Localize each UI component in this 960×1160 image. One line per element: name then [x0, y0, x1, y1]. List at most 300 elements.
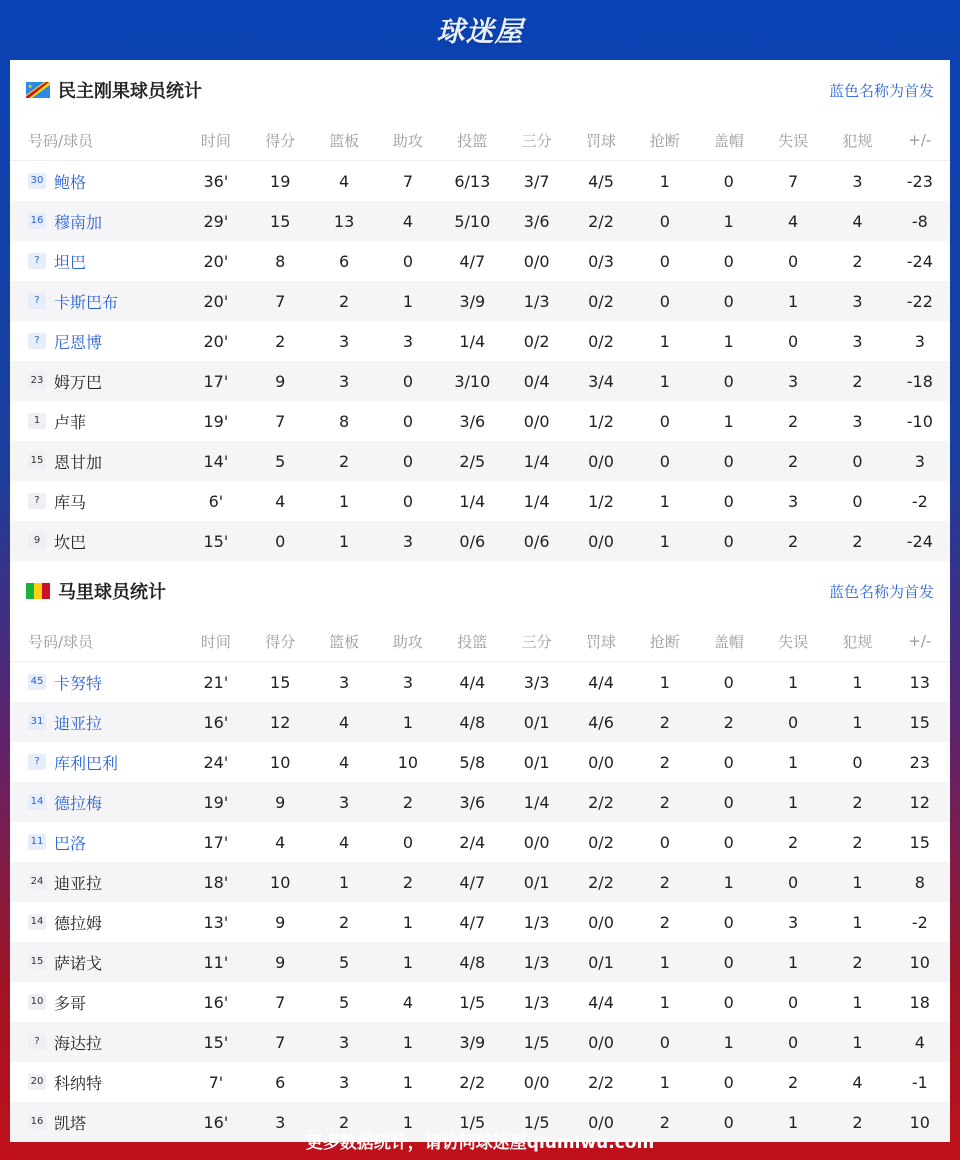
stat-cell: 16' — [184, 1102, 248, 1142]
stat-cell: 0 — [376, 361, 440, 401]
stat-cell: 3 — [914, 331, 925, 351]
stat-cell: 4/4 — [588, 672, 614, 692]
stat-cell: 4 — [338, 752, 350, 772]
footer-banner: 更多数据统计，请访问球迷屋qiumiwu.com — [305, 1132, 655, 1153]
stat-cell: 0/0 — [588, 912, 614, 932]
stat-cell: 0/6 — [440, 521, 504, 561]
player-cell — [10, 742, 184, 782]
table-row — [10, 942, 950, 982]
table-row — [10, 1062, 950, 1102]
stats-panel — [10, 60, 950, 1133]
player-cell — [10, 161, 184, 202]
stat-cell: 1 — [787, 752, 799, 772]
drc-flag-icon — [26, 82, 50, 98]
stat-cell: 10 — [270, 752, 291, 772]
stat-cell: 8 — [338, 411, 350, 431]
stat-cell: 2/2 — [588, 1072, 614, 1092]
player-name: 姆万巴 — [54, 372, 103, 392]
stat-cell: 1 — [659, 491, 670, 511]
stat-cell: 2/2 — [569, 201, 633, 241]
stat-cell: 0/2 — [588, 832, 614, 852]
stat-cell: 0 — [787, 331, 799, 351]
column-header: 失误 — [761, 120, 825, 161]
player-name: 海达拉 — [54, 1033, 103, 1053]
jersey-number-badge: 16 — [28, 1114, 46, 1130]
stat-cell: 13 — [909, 672, 930, 692]
stat-cell: 2/5 — [440, 441, 504, 481]
team-header — [10, 60, 950, 120]
player-name: 恩甘加 — [54, 452, 103, 472]
stat-cell: 0 — [402, 251, 414, 271]
stat-cell: 0 — [723, 672, 734, 692]
stat-cell: 1/4 — [504, 782, 568, 822]
player-name: 德拉梅 — [54, 793, 103, 813]
jersey-number-badge: 45 — [28, 674, 46, 690]
player-name: 坎巴 — [54, 532, 87, 552]
stat-cell: 1/2 — [588, 491, 614, 511]
stat-cell: 1 — [825, 1022, 889, 1062]
stat-cell: 3 — [852, 171, 863, 191]
stat-cell: 0 — [852, 752, 863, 772]
stat-cell: 2 — [376, 782, 440, 822]
player-name: 卡努特 — [54, 673, 103, 693]
stat-cell: 2 — [825, 361, 889, 401]
stat-cell: 3/3 — [523, 672, 550, 692]
brand-logo: 球迷屋 — [436, 15, 524, 48]
player-cell — [10, 862, 184, 902]
mali-flag-icon — [26, 583, 50, 599]
stat-cell: 1/3 — [504, 281, 568, 321]
player-cell — [10, 1022, 184, 1062]
stat-cell: 19' — [184, 782, 248, 822]
stat-cell: 0/0 — [569, 441, 633, 481]
jersey-number-badge: 10 — [28, 994, 46, 1010]
stat-cell: 7 — [275, 411, 286, 431]
stat-cell: 4/7 — [440, 862, 504, 902]
stat-cell: 16' — [203, 992, 229, 1012]
stat-cell: 1/5 — [504, 1022, 568, 1062]
stat-cell: 2 — [787, 832, 799, 852]
stat-cell: -18 — [890, 361, 950, 401]
player-name: 穆南加 — [54, 212, 103, 232]
stat-cell: 6 — [338, 251, 350, 271]
stat-cell: 1 — [825, 702, 889, 742]
stat-cell: 12 — [248, 702, 312, 742]
stat-cell: 10 — [890, 942, 950, 982]
jersey-number-badge: 15 — [28, 453, 46, 469]
stat-cell: 7 — [248, 1022, 312, 1062]
jersey-number-badge: 20 — [28, 1074, 46, 1090]
stat-cell: 1 — [376, 702, 440, 742]
jersey-number-badge: ? — [28, 293, 46, 309]
player-name: 科纳特 — [54, 1073, 103, 1093]
column-header: 得分 — [248, 621, 312, 662]
stat-cell: 0 — [723, 832, 734, 852]
stat-cell: 2 — [825, 1102, 889, 1142]
stat-cell: 2 — [312, 281, 375, 321]
stat-cell: 4 — [275, 491, 286, 511]
table-row — [10, 401, 950, 441]
stat-cell: 20' — [184, 281, 248, 321]
stat-cell: 1/5 — [504, 1102, 568, 1142]
stat-cell: 3/10 — [440, 361, 504, 401]
player-name: 尼恩博 — [54, 332, 103, 352]
column-header: 罚球 — [569, 120, 633, 161]
stat-cell: 1/3 — [523, 912, 550, 932]
stat-cell: 0 — [697, 441, 761, 481]
stat-cell: 4/8 — [440, 942, 504, 982]
stat-cell: 15 — [270, 672, 291, 692]
stat-cell: -24 — [890, 521, 950, 561]
column-header: +/- — [890, 120, 950, 161]
stat-cell: 16' — [184, 702, 248, 742]
stat-cell: 3 — [852, 411, 863, 431]
player-cell — [10, 1062, 184, 1102]
player-cell — [10, 902, 184, 942]
stat-cell: 4/8 — [440, 702, 504, 742]
stat-cell: 2/2 — [569, 862, 633, 902]
column-header: 抢断 — [633, 621, 696, 662]
player-cell — [10, 321, 184, 361]
stat-cell: 15' — [184, 1022, 248, 1062]
player-cell — [10, 521, 184, 561]
stat-cell: 2 — [275, 331, 286, 351]
stat-cell: 1 — [633, 361, 696, 401]
stat-cell: 2 — [338, 912, 350, 932]
stat-cell: -23 — [906, 171, 933, 191]
stat-cell: 15 — [248, 201, 312, 241]
stat-cell: 2 — [825, 782, 889, 822]
stat-cell: 0 — [659, 832, 670, 852]
stat-cell: 0 — [402, 411, 414, 431]
column-header: 盖帽 — [697, 120, 761, 161]
stat-cell: 0 — [659, 411, 670, 431]
stat-cell: 0 — [633, 1022, 696, 1062]
stat-cell: -8 — [890, 201, 950, 241]
stat-cell: 0/0 — [523, 1072, 550, 1092]
stat-cell: 1 — [659, 331, 670, 351]
player-name: 迪亚拉 — [54, 713, 103, 733]
jersey-number-badge: ? — [28, 754, 46, 770]
stat-cell: 0 — [659, 251, 670, 271]
stat-cell: 0/2 — [523, 331, 550, 351]
player-cell — [10, 201, 184, 241]
stat-cell: 2 — [761, 441, 825, 481]
stat-cell: 0 — [723, 912, 734, 932]
player-name: 巴洛 — [54, 833, 87, 853]
stat-cell: 2/4 — [459, 832, 486, 852]
stat-cell: 3 — [761, 361, 825, 401]
column-header: 盖帽 — [697, 621, 761, 662]
stat-cell: 1/3 — [523, 992, 550, 1012]
stat-cell: 1 — [852, 992, 863, 1012]
stat-cell: 1 — [376, 942, 440, 982]
stat-cell: 4/4 — [459, 672, 486, 692]
stat-cell: 0 — [761, 1022, 825, 1062]
column-header: 三分 — [504, 621, 568, 662]
stat-cell: 3/9 — [440, 1022, 504, 1062]
stat-cell: 5 — [338, 992, 350, 1012]
stat-cell: 4 — [338, 171, 350, 191]
stat-cell: 15 — [909, 832, 930, 852]
table-row — [10, 902, 950, 942]
stat-cell: 1 — [376, 1022, 440, 1062]
stat-cell: 15 — [890, 702, 950, 742]
stat-cell: 1 — [825, 862, 889, 902]
stat-cell: 2 — [633, 702, 696, 742]
stat-cell: 21' — [203, 672, 229, 692]
starter-legend-note: 蓝色名称为首发 — [828, 81, 934, 100]
stat-cell: -22 — [890, 281, 950, 321]
stat-cell: 3/9 — [440, 281, 504, 321]
stat-cell: 0/3 — [588, 251, 614, 271]
stat-cell: 1 — [697, 862, 761, 902]
stat-cell: 1 — [659, 992, 670, 1012]
stat-cell: 0/0 — [523, 411, 550, 431]
stat-cell: 3 — [338, 331, 350, 351]
stat-cell: 2/2 — [569, 782, 633, 822]
stat-cell: 13' — [203, 912, 229, 932]
stat-cell: 1 — [376, 1102, 440, 1142]
jersey-number-badge: 14 — [28, 914, 46, 930]
stat-cell: 9 — [248, 942, 312, 982]
team-section — [10, 561, 950, 1142]
stat-cell: 3 — [402, 672, 414, 692]
team-sections — [10, 60, 950, 1142]
team-name: 马里球员统计 — [58, 582, 166, 603]
column-header: 犯规 — [825, 120, 889, 161]
player-cell — [10, 481, 184, 521]
player-name: 库利巴利 — [54, 753, 119, 773]
player-name: 凯塔 — [54, 1113, 87, 1133]
team-title — [26, 77, 202, 103]
stat-cell: 3 — [338, 1072, 350, 1092]
stat-cell: 2 — [787, 411, 799, 431]
team-name: 民主刚果球员统计 — [58, 81, 202, 102]
stat-cell: 0 — [376, 441, 440, 481]
stat-cell: 1 — [852, 912, 863, 932]
player-cell — [10, 782, 184, 822]
stat-cell: 0/1 — [569, 942, 633, 982]
stat-cell: 1 — [761, 1102, 825, 1142]
table-row — [10, 782, 950, 822]
jersey-number-badge: ? — [28, 253, 46, 269]
stat-cell: 20' — [203, 251, 229, 271]
stat-cell: 2 — [312, 1102, 375, 1142]
stat-cell: 4/5 — [588, 171, 614, 191]
stat-cell: 17' — [184, 361, 248, 401]
player-cell — [10, 982, 184, 1022]
stat-cell: 6 — [275, 1072, 286, 1092]
stat-cell: 2 — [633, 1102, 696, 1142]
stat-cell: 3 — [312, 1022, 375, 1062]
stat-cell: 5 — [312, 942, 375, 982]
stat-cell: 2 — [376, 862, 440, 902]
stat-cell: 1/4 — [459, 331, 486, 351]
stat-cell: 0/1 — [523, 752, 550, 772]
stat-cell: 10 — [248, 862, 312, 902]
stat-cell: 1/5 — [459, 992, 486, 1012]
stat-cell: 7' — [208, 1072, 224, 1092]
stat-cell: 4 — [376, 201, 440, 241]
stat-cell: 15' — [184, 521, 248, 561]
player-cell — [10, 401, 184, 441]
stat-cell: 10 — [397, 752, 419, 772]
stat-cell: 3 — [787, 491, 799, 511]
player-name: 坦巴 — [54, 252, 87, 272]
player-cell — [10, 441, 184, 481]
stat-cell: 7 — [248, 281, 312, 321]
stat-cell: 4/6 — [569, 702, 633, 742]
stat-cell: 0/0 — [569, 1102, 633, 1142]
stat-cell: 1 — [697, 201, 761, 241]
stat-cell: 1 — [723, 331, 734, 351]
column-header: 篮板 — [312, 621, 375, 662]
table-row — [10, 481, 950, 521]
stat-cell: 1 — [633, 521, 696, 561]
column-header: 犯规 — [825, 621, 889, 662]
stat-cell: 3 — [312, 361, 375, 401]
player-name: 德拉姆 — [54, 913, 103, 933]
player-cell — [10, 942, 184, 982]
stat-cell: 7 — [787, 171, 799, 191]
stat-cell: 0/0 — [569, 1022, 633, 1062]
table-row — [10, 241, 950, 281]
stat-cell: 0/4 — [504, 361, 568, 401]
stat-cell: 2 — [697, 702, 761, 742]
stat-cell: 18' — [184, 862, 248, 902]
stat-cell: 1 — [659, 672, 670, 692]
stat-cell: 17' — [203, 832, 229, 852]
stat-cell: 0 — [697, 361, 761, 401]
stat-cell: 3/6 — [459, 411, 486, 431]
table-row — [10, 822, 950, 862]
jersey-number-badge: 30 — [28, 173, 46, 189]
jersey-number-badge: 31 — [28, 714, 46, 730]
stat-cell: 1 — [787, 672, 799, 692]
stat-cell: 3 — [338, 672, 350, 692]
team-title — [26, 578, 166, 604]
table-row — [10, 441, 950, 481]
player-cell — [10, 361, 184, 401]
stat-cell: 4 — [852, 1072, 863, 1092]
stat-cell: 9 — [248, 361, 312, 401]
stat-cell: 3 — [376, 521, 440, 561]
stat-cell: 0 — [852, 491, 863, 511]
stat-cell: 0 — [697, 782, 761, 822]
stat-cell: 0/2 — [569, 281, 633, 321]
player-cell — [10, 281, 184, 321]
stat-cell: 2/2 — [459, 1072, 486, 1092]
stat-cell: 4 — [275, 832, 286, 852]
player-name: 多哥 — [54, 993, 87, 1013]
stat-cell: 1/3 — [504, 942, 568, 982]
player-name: 迪亚拉 — [54, 873, 103, 893]
column-header: 得分 — [248, 120, 312, 161]
stat-cell: 0/1 — [504, 862, 568, 902]
column-header: +/- — [890, 621, 950, 662]
column-header: 失误 — [761, 621, 825, 662]
stat-cell: 23 — [909, 752, 930, 772]
stat-cell: 0 — [697, 521, 761, 561]
stat-cell: 4 — [338, 832, 350, 852]
player-stats-table — [10, 120, 950, 561]
stat-cell: 5/10 — [440, 201, 504, 241]
stat-cell: 1 — [852, 672, 863, 692]
stat-cell: 29' — [184, 201, 248, 241]
stat-cell: 3/6 — [504, 201, 568, 241]
stat-cell: 3/6 — [440, 782, 504, 822]
table-row — [10, 201, 950, 241]
table-row — [10, 982, 950, 1022]
stat-cell: 11' — [184, 942, 248, 982]
column-header: 投篮 — [440, 621, 504, 662]
stat-cell: 2 — [852, 251, 863, 271]
stat-cell: -24 — [906, 251, 933, 271]
stat-cell: 6' — [208, 491, 224, 511]
stat-cell: 18 — [909, 992, 930, 1012]
stat-cell: 1 — [659, 1072, 670, 1092]
table-row — [10, 361, 950, 401]
stat-cell: 0 — [723, 752, 734, 772]
stat-cell: 1 — [761, 281, 825, 321]
stat-cell: 1/2 — [588, 411, 614, 431]
stat-cell: 2 — [761, 521, 825, 561]
stat-cell: 1/4 — [523, 491, 550, 511]
stat-cell: 0 — [787, 251, 799, 271]
stat-cell: 36' — [203, 171, 229, 191]
stat-cell: 0/1 — [504, 702, 568, 742]
stat-cell: 3/7 — [523, 171, 550, 191]
stat-cell: 2 — [852, 832, 863, 852]
stat-cell: 0 — [723, 1072, 734, 1092]
stat-cell: 1/4 — [504, 441, 568, 481]
team-section — [10, 60, 950, 561]
jersey-number-badge: ? — [28, 333, 46, 349]
stat-cell: 4 — [761, 201, 825, 241]
stat-cell: 8 — [890, 862, 950, 902]
jersey-number-badge: 1 — [28, 413, 46, 429]
table-row — [10, 321, 950, 361]
table-header-row — [10, 120, 950, 161]
player-cell — [10, 241, 184, 281]
stat-cell: 9 — [248, 782, 312, 822]
table-row — [10, 161, 950, 202]
column-header: 时间 — [184, 120, 248, 161]
table-row — [10, 281, 950, 321]
stat-cell: 2 — [825, 521, 889, 561]
stat-cell: 1 — [723, 411, 734, 431]
stat-cell: 0 — [825, 441, 889, 481]
player-cell — [10, 822, 184, 862]
jersey-number-badge: 11 — [28, 834, 46, 850]
stat-cell: -1 — [911, 1072, 928, 1092]
stat-cell: 0/0 — [588, 752, 614, 772]
stat-cell: 2 — [312, 441, 375, 481]
stat-cell: 0 — [761, 862, 825, 902]
player-cell — [10, 702, 184, 742]
player-name: 鲍格 — [54, 172, 87, 192]
stat-cell: 0 — [248, 521, 312, 561]
jersey-number-badge: 14 — [28, 794, 46, 810]
player-name: 卡斯巴布 — [54, 292, 119, 312]
stat-cell: 0 — [723, 992, 734, 1012]
stat-cell: 6/13 — [454, 171, 491, 191]
stat-cell: 1 — [402, 1072, 414, 1092]
stat-cell: 0 — [761, 702, 825, 742]
stat-cell: 12 — [890, 782, 950, 822]
starter-legend-note: 蓝色名称为首发 — [828, 582, 934, 601]
